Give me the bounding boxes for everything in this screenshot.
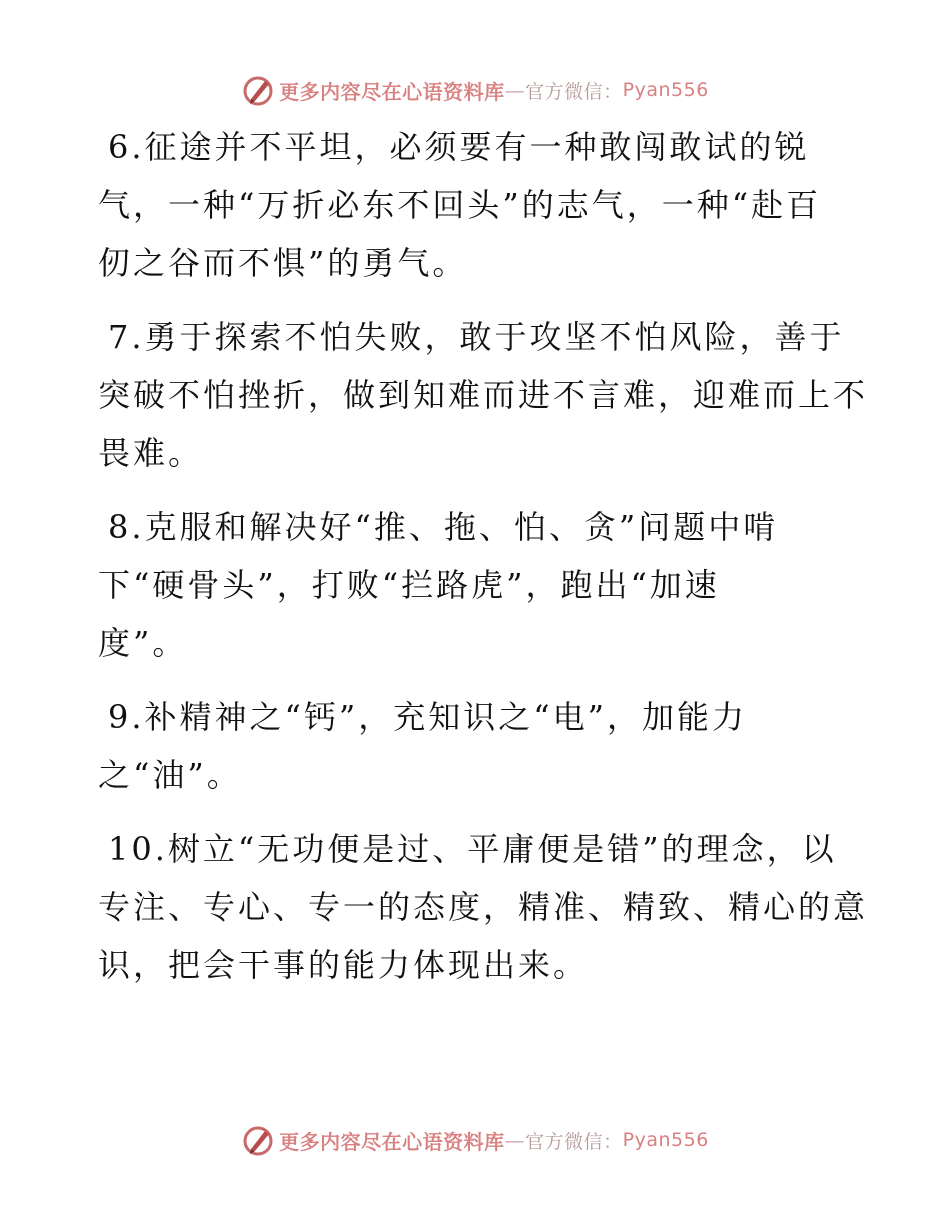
paragraph-6	[98, 118, 858, 292]
paragraph-line: 9.补精神之“钙”，充知识之“电”，加能力	[108, 698, 747, 736]
paragraph-line: 突破不怕挫折，做到知难而进不言难，迎难而上不	[98, 376, 869, 414]
paragraph-line: 之“油”。	[98, 756, 242, 794]
pen-logo-icon	[241, 1123, 275, 1157]
footer-watermark	[0, 1120, 950, 1160]
watermark-dash: —	[504, 1128, 526, 1152]
watermark-text: 更多内容尽在心语资料库	[279, 79, 505, 104]
watermark-text: 更多内容尽在心语资料库	[279, 1129, 505, 1154]
paragraph-line: 8.克服和解决好“推、拖、怕、贪”问题中啃	[108, 508, 779, 546]
watermark-wechat-label: 官方微信：	[525, 80, 623, 103]
header-watermark	[0, 70, 950, 110]
paragraph-8	[98, 498, 858, 672]
watermark-dash: —	[504, 78, 526, 102]
watermark-wechat-id: Pyan556	[622, 79, 709, 101]
watermark-wechat-id: Pyan556	[622, 1129, 709, 1151]
paragraph-line: 专注、专心、专一的态度，精准、精致、精心的意	[98, 888, 869, 926]
paragraph-line: 度”。	[98, 624, 188, 662]
paragraph-line: 气，一种“万折必东不回头”的志气，一种“赴百	[98, 186, 822, 224]
paragraph-line: 7.勇于探索不怕失败，敢于攻坚不怕风险，善于	[108, 318, 845, 356]
paragraph-7	[98, 308, 869, 482]
paragraph-9	[98, 688, 858, 804]
paragraph-line: 畏难。	[98, 434, 204, 472]
paragraph-line: 仞之谷而不惧”的勇气。	[98, 244, 468, 282]
paragraph-line: 10.树立“无功便是过、平庸便是错”的理念，以	[108, 830, 837, 868]
paragraph-10	[98, 820, 869, 994]
paragraph-line: 6.征途并不平坦，必须要有一种敢闯敢试的锐	[108, 128, 810, 166]
paragraph-line: 下“硬骨头”，打败“拦路虎”，跑出“加速	[98, 566, 720, 604]
watermark-wechat-label: 官方微信：	[525, 1130, 623, 1153]
pen-logo-icon	[241, 73, 275, 107]
paragraph-line: 识，把会干事的能力体现出来。	[98, 946, 589, 984]
document-body	[98, 118, 869, 1010]
